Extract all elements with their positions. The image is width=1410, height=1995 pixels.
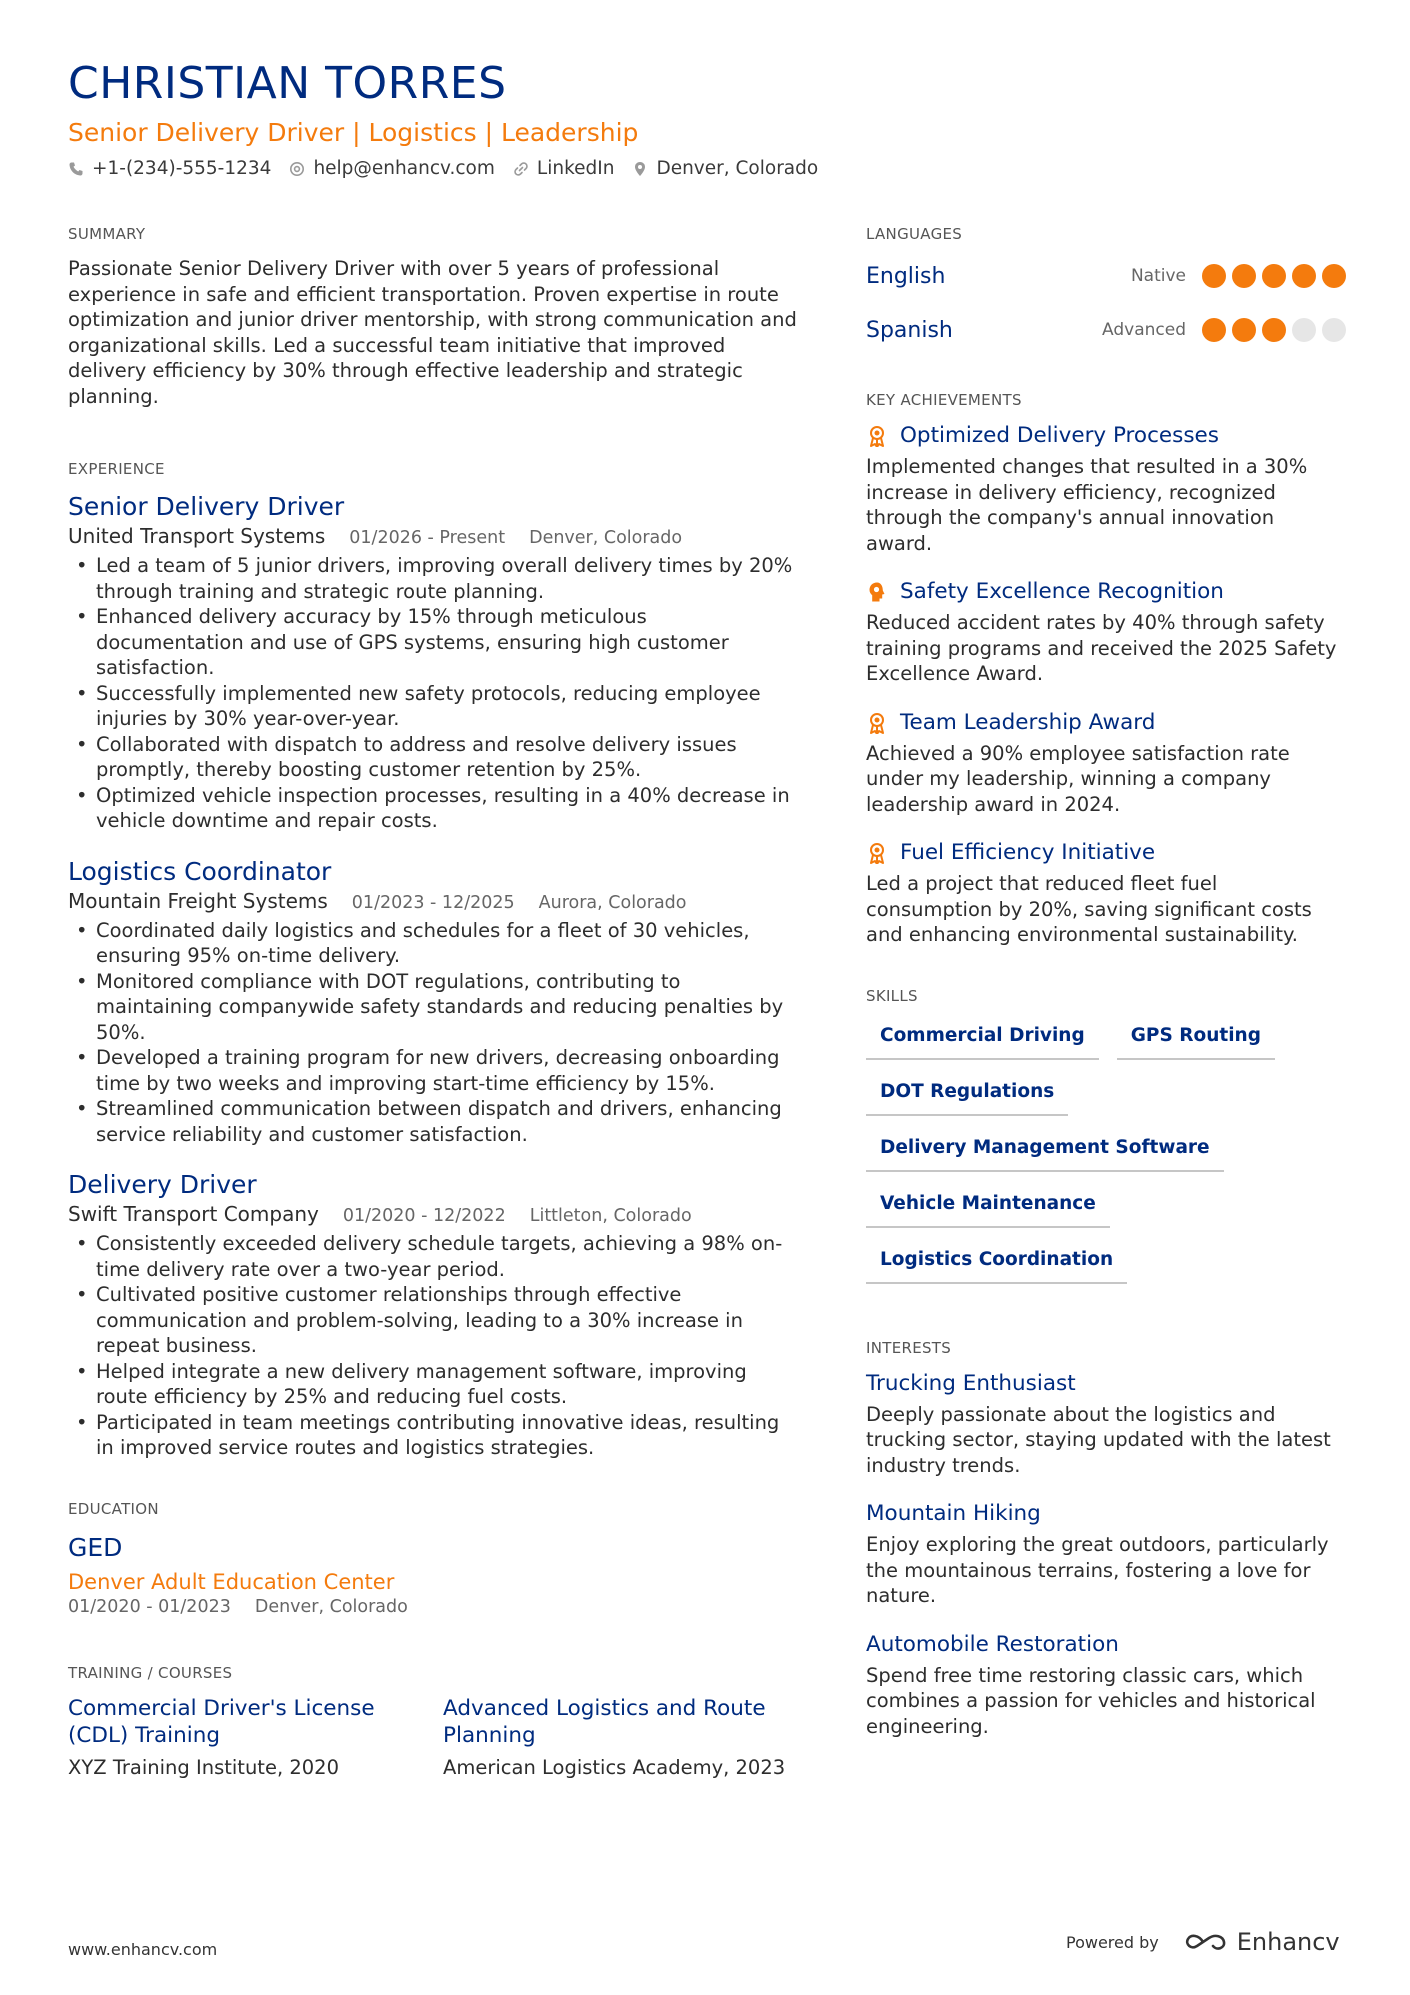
training-list xyxy=(68,1695,798,1781)
rating-dot-empty xyxy=(1322,318,1346,342)
education-date: 01/2020 - 01/2023 xyxy=(68,1596,231,1617)
achievements-section xyxy=(866,390,1346,948)
skill-tag: GPS Routing xyxy=(1117,1018,1275,1060)
training-title: TRAINING / COURSES xyxy=(68,1663,233,1682)
languages-section xyxy=(866,224,1346,350)
footer-website[interactable]: www.enhancv.com xyxy=(68,1940,218,1959)
job-location: Denver, Colorado xyxy=(529,528,683,548)
education-meta xyxy=(68,1595,798,1619)
job-bullet: • Optimized vehicle inspection processes, resulting in a 40% decrease in vehicle downtime and repair costs. xyxy=(68,783,798,834)
education-school: Denver Adult Education Center xyxy=(68,1569,395,1594)
brand-name: Enhancv xyxy=(1236,1928,1340,1956)
skill-tag: DOT Regulations xyxy=(866,1074,1068,1116)
rating-dot-filled xyxy=(1232,264,1256,288)
job-date: 01/2023 - 12/2025 xyxy=(351,892,515,913)
language-name: English xyxy=(866,263,946,289)
skills-list xyxy=(866,1018,1346,1284)
language-proficiency xyxy=(1102,318,1346,342)
job-bullet: • Collaborated with dispatch to address and resolve delivery issues promptly, thereby boosting customer retention by 25%. xyxy=(68,732,798,783)
linkedin-text: LinkedIn xyxy=(536,158,615,179)
enhancv-logo-icon xyxy=(1183,1930,1229,1954)
job-bullet: • Led a team of 5 junior drivers, improving overall delivery times by 20% through training and strategic route planning. xyxy=(68,553,798,604)
job-location: Aurora, Colorado xyxy=(538,892,687,913)
language-level: Native xyxy=(1130,266,1186,286)
skill-tag: Vehicle Maintenance xyxy=(866,1186,1110,1228)
interest-title: Trucking Enthusiast xyxy=(866,1370,1076,1396)
phone-icon xyxy=(68,161,84,177)
achievement-desc: Led a project that reduced fleet fuel consumption by 20%, saving significant costs and enhancing environmental sustainability. xyxy=(866,872,1312,946)
achievement-item xyxy=(866,578,1346,687)
location-pin-icon xyxy=(632,161,648,177)
enhancv-logo[interactable] xyxy=(1183,1928,1340,1956)
language-rating xyxy=(1202,318,1346,342)
achievement-desc: Reduced accident rates by 40% through safety training programs and received the 2025 Safety Excellence Award. xyxy=(866,611,1337,685)
job-bullets xyxy=(68,1231,798,1461)
footer-branding xyxy=(1066,1928,1340,1956)
summary-text: Passionate Senior Delivery Driver with over 5 years of professional experience in safe and efficient transportation. Proven expertise in route optimization and junior driver mentorship, with strong communication and organizational skills. Led a successful team initiative that improved delivery efficiency by 30% through effective leadership and strategic planning. xyxy=(68,257,797,408)
language-rating xyxy=(1202,264,1346,288)
job-bullet: • Streamlined communication between dispatch and drivers, enhancing service reliability and customer satisfaction. xyxy=(68,1096,798,1147)
award-ribbon-icon xyxy=(866,711,888,735)
interests-title: INTERESTS xyxy=(866,1338,952,1357)
interest-desc: Deeply passionate about the logistics and trucking sector, staying updated with the latest industry trends. xyxy=(866,1402,1331,1477)
interest-item xyxy=(866,1370,1346,1479)
job-bullet: • Cultivated positive customer relationships through effective communication and problem-solving, leading to a 30% increase in repeat business. xyxy=(68,1282,798,1359)
location-text: Denver, Colorado xyxy=(656,158,819,179)
language-row xyxy=(866,256,1346,296)
interest-desc: Spend free time restoring classic cars, which combines a passion for vehicles and historical engineering. xyxy=(866,1663,1316,1738)
achievement-title: Fuel Efficiency Initiative xyxy=(900,840,1156,865)
contact-email[interactable] xyxy=(289,156,494,182)
language-proficiency xyxy=(1131,264,1346,288)
training-item xyxy=(443,1695,798,1781)
job-title: Logistics Coordinator xyxy=(68,856,332,886)
skill-tag: Logistics Coordination xyxy=(866,1242,1127,1284)
job-bullet: • Participated in team meetings contributing innovative ideas, resulting in improved service routes and logistics strategies. xyxy=(68,1410,798,1461)
skills-section xyxy=(866,986,1346,1284)
job-bullets xyxy=(68,553,798,834)
rating-dot-filled xyxy=(1292,264,1316,288)
languages-title: LANGUAGES xyxy=(866,225,963,243)
award-ribbon-icon xyxy=(866,424,888,448)
contact-phone[interactable] xyxy=(68,156,271,182)
rating-dot-filled xyxy=(1322,264,1346,288)
rating-dot-filled xyxy=(1262,318,1286,342)
job-title: Senior Delivery Driver xyxy=(68,492,345,521)
interest-desc: Enjoy exploring the great outdoors, particularly the mountainous terrains, fostering a love for nature. xyxy=(866,1533,1329,1607)
training-item xyxy=(68,1695,423,1781)
summary-section xyxy=(68,224,798,409)
job-meta xyxy=(68,888,798,916)
training-item-title: Advanced Logistics and Route Planning xyxy=(443,1695,766,1748)
achievement-title: Team Leadership Award xyxy=(900,709,1156,735)
achievement-item xyxy=(866,839,1346,948)
interest-title: Automobile Restoration xyxy=(866,1631,1119,1657)
education-section xyxy=(68,1499,798,1619)
powered-by-label: Powered by xyxy=(1066,1932,1159,1952)
email-text: help@enhancv.com xyxy=(313,158,495,179)
achievement-item xyxy=(866,709,1346,818)
job-bullet: • Monitored compliance with DOT regulations, contributing to maintaining companywide safety standards and reducing penalties by 50%. xyxy=(68,969,798,1046)
job-entry xyxy=(68,856,798,1148)
education-location: Denver, Colorado xyxy=(254,1596,408,1617)
skill-tag: Delivery Management Software xyxy=(866,1130,1224,1172)
achievements-title: KEY ACHIEVEMENTS xyxy=(866,391,1022,409)
education-degree: GED xyxy=(68,1532,123,1562)
interest-item xyxy=(866,1500,1346,1609)
job-date: 01/2020 - 12/2022 xyxy=(342,1206,506,1226)
education-title: EDUCATION xyxy=(68,1499,159,1518)
achievement-title: Safety Excellence Recognition xyxy=(900,579,1224,604)
rating-dot-filled xyxy=(1202,318,1226,342)
job-location: Littleton, Colorado xyxy=(529,1206,692,1226)
interest-title: Mountain Hiking xyxy=(866,1501,1041,1526)
lightbulb-head-icon xyxy=(866,580,888,604)
achievement-item xyxy=(866,422,1346,556)
contact-bar xyxy=(68,156,818,182)
award-ribbon-icon xyxy=(866,841,888,865)
job-bullet: • Coordinated daily logistics and schedules for a fleet of 30 vehicles, ensuring 95% on-time delivery. xyxy=(68,918,798,969)
link-icon xyxy=(513,161,529,177)
rating-dot-filled xyxy=(1202,264,1226,288)
job-company: Swift Transport Company xyxy=(68,1202,319,1226)
job-meta xyxy=(68,523,798,551)
candidate-headline: Senior Delivery Driver | Logistics | Leadership xyxy=(68,118,639,147)
skill-tag: Commercial Driving xyxy=(866,1018,1099,1060)
job-bullet: • Consistently exceeded delivery schedule targets, achieving a 98% on-time delivery rate over a two-year period. xyxy=(68,1231,798,1282)
rating-dot-filled xyxy=(1232,318,1256,342)
job-company: United Transport Systems xyxy=(68,524,326,548)
training-item-title: Commercial Driver's License (CDL) Training xyxy=(68,1695,375,1748)
achievement-desc: Implemented changes that resulted in a 30% increase in delivery efficiency, recognized through the company's annual innovation award. xyxy=(866,455,1308,555)
job-entry xyxy=(68,491,798,834)
achievement-title: Optimized Delivery Processes xyxy=(900,423,1219,448)
job-company: Mountain Freight Systems xyxy=(68,888,328,913)
summary-title: SUMMARY xyxy=(68,225,146,243)
job-meta xyxy=(68,1201,798,1229)
experience-title: EXPERIENCE xyxy=(68,460,165,478)
skills-title: SKILLS xyxy=(866,986,918,1005)
phone-text: +1-(234)-555-1234 xyxy=(92,158,272,179)
training-item-desc: XYZ Training Institute, 2020 xyxy=(68,1755,339,1779)
job-bullet: • Helped integrate a new delivery management software, improving route efficiency by 25% and reducing fuel costs. xyxy=(68,1359,798,1410)
at-icon xyxy=(289,161,305,177)
rating-dot-empty xyxy=(1292,318,1316,342)
job-bullets xyxy=(68,918,798,1148)
achievement-desc: Achieved a 90% employee satisfaction rate under my leadership, winning a company leadership award in 2024. xyxy=(866,741,1290,816)
rating-dot-filled xyxy=(1262,264,1286,288)
language-level: Advanced xyxy=(1102,320,1186,340)
job-date: 01/2026 - Present xyxy=(349,528,506,548)
language-name: Spanish xyxy=(866,317,953,343)
job-bullet: • Enhanced delivery accuracy by 15% through meticulous documentation and use of GPS systems, ensuring high customer satisfaction. xyxy=(68,604,798,681)
contact-location xyxy=(632,156,818,182)
experience-section xyxy=(68,459,798,1461)
interests-section xyxy=(866,1338,1346,1740)
job-title: Delivery Driver xyxy=(68,1170,257,1199)
interest-item xyxy=(866,1631,1346,1740)
training-item-desc: American Logistics Academy, 2023 xyxy=(443,1755,786,1779)
language-row xyxy=(866,310,1346,350)
job-entry xyxy=(68,1169,798,1461)
contact-linkedin[interactable] xyxy=(513,156,615,182)
candidate-name: CHRISTIAN TORRES xyxy=(68,58,507,109)
left-column xyxy=(68,224,798,1830)
job-bullet: • Successfully implemented new safety protocols, reducing employee injuries by 30% year-over-year. xyxy=(68,681,798,732)
training-section xyxy=(68,1663,798,1781)
right-column xyxy=(866,224,1346,1789)
job-bullet: • Developed a training program for new drivers, decreasing onboarding time by two weeks and improving start-time efficiency by 15%. xyxy=(68,1045,798,1096)
